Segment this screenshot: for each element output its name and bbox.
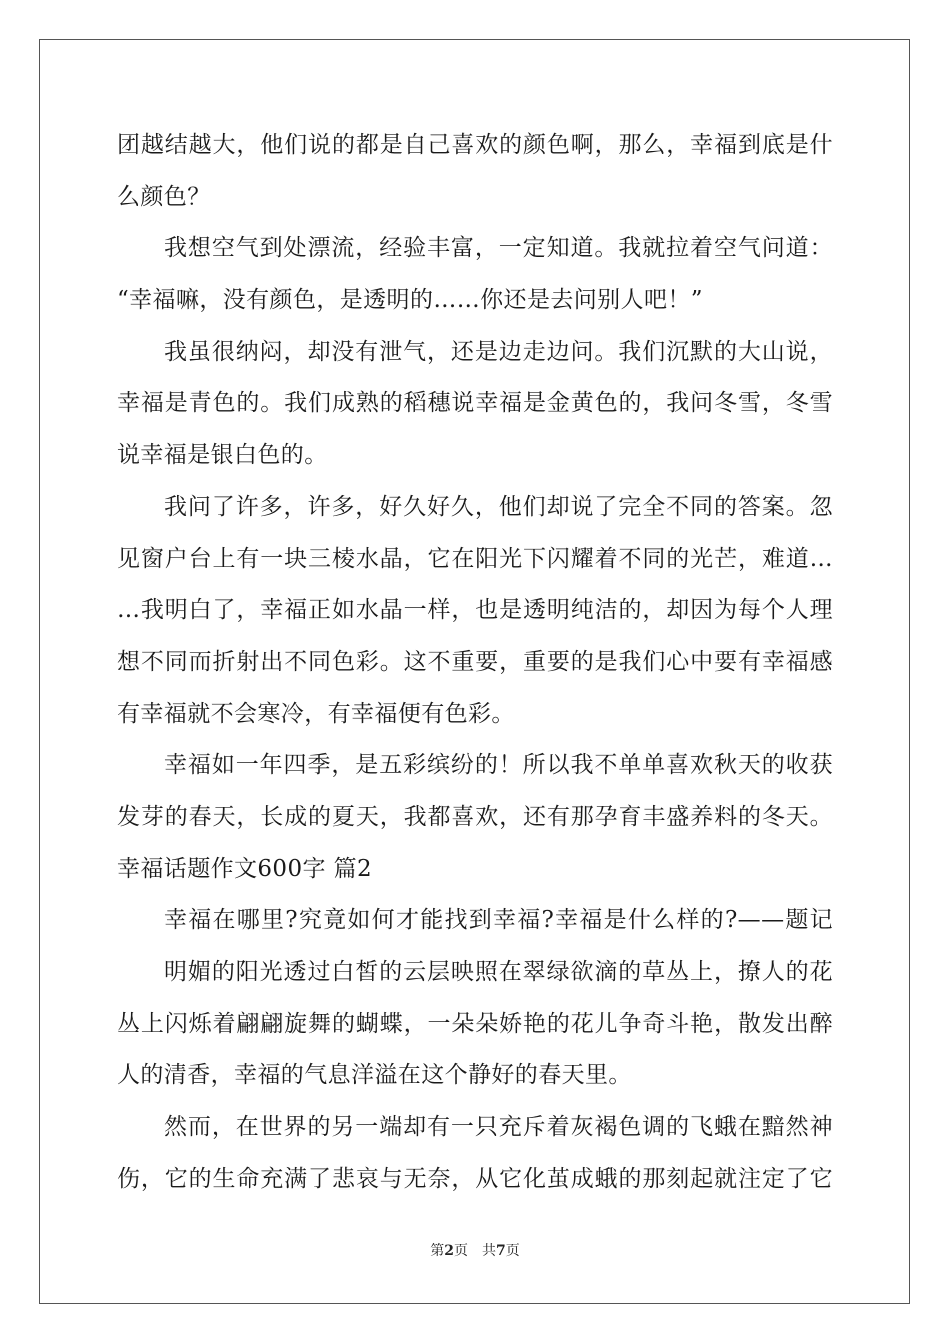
text-line: 见窗户台上有一块三棱水晶，它在阳光下闪耀着不同的光芒，难道…: [117, 545, 833, 572]
text-line: 么颜色？: [117, 183, 211, 210]
document-body: [117, 125, 833, 1210]
footer-mid: 页 共: [454, 1243, 496, 1259]
footer-suffix: 页: [505, 1243, 520, 1259]
text-line: 有幸福就不会寒冷，有幸福便有色彩。: [117, 700, 515, 727]
text-line: 幸福话题作文600字 篇2: [117, 855, 373, 882]
text-line: 我虽很纳闷，却没有泄气，还是边走边问。我们沉默的大山说，: [164, 338, 833, 365]
text-line: 丛上闪烁着翩翩旋舞的蝴蝶，一朵朵娇艳的花儿争奇斗艳，散发出醉: [117, 1010, 833, 1037]
text-line: 然而，在世界的另一端却有一只充斥着灰褐色调的飞蛾在黯然神: [164, 1114, 833, 1141]
total-pages-number: 7: [496, 1243, 506, 1259]
text-line: “幸福嘛，没有颜色，是透明的……你还是去问别人吧！”: [117, 287, 703, 314]
text-line: 团越结越大，他们说的都是自己喜欢的颜色啊，那么，幸福到底是什: [117, 132, 833, 158]
text-line: 发芽的春天，长成的夏天，我都喜欢，还有那孕育丰盛养料的冬天。: [117, 803, 833, 830]
text-line: 人的清香，幸福的气息洋溢在这个静好的春天里。: [117, 1062, 632, 1089]
text-line: 幸福在哪里?究竟如何才能找到幸福?幸福是什么样的?——题记: [164, 907, 833, 934]
page-footer: [0, 1240, 950, 1260]
footer-prefix: 第: [430, 1243, 445, 1259]
text-line: 我想空气到处漂流，经验丰富，一定知道。我就拉着空气问道：: [164, 235, 833, 262]
text-line: 明媚的阳光透过白皙的云层映照在翠绿欲滴的草丛上，撩人的花: [164, 959, 833, 985]
text-line: 伤，它的生命充满了悲哀与无奈，从它化茧成蛾的那刻起就注定了它: [117, 1165, 833, 1192]
text-line: 我问了许多，许多，好久好久，他们却说了完全不同的答案。忽: [164, 493, 833, 520]
text-line: 说幸福是银白色的。: [117, 442, 328, 469]
text-line: …我明白了，幸福正如水晶一样，也是透明纯洁的，却因为每个人理: [117, 597, 833, 624]
text-line: 幸福如一年四季，是五彩缤纷的！所以我不单单喜欢秋天的收获: [164, 752, 833, 779]
text-line: 幸福是青色的。我们成熟的稻穗说幸福是金黄色的，我问冬雪，冬雪: [117, 390, 833, 417]
text-line: 想不同而折射出不同色彩。这不重要，重要的是我们心中要有幸福感: [117, 648, 833, 675]
current-page-number: 2: [444, 1243, 454, 1259]
